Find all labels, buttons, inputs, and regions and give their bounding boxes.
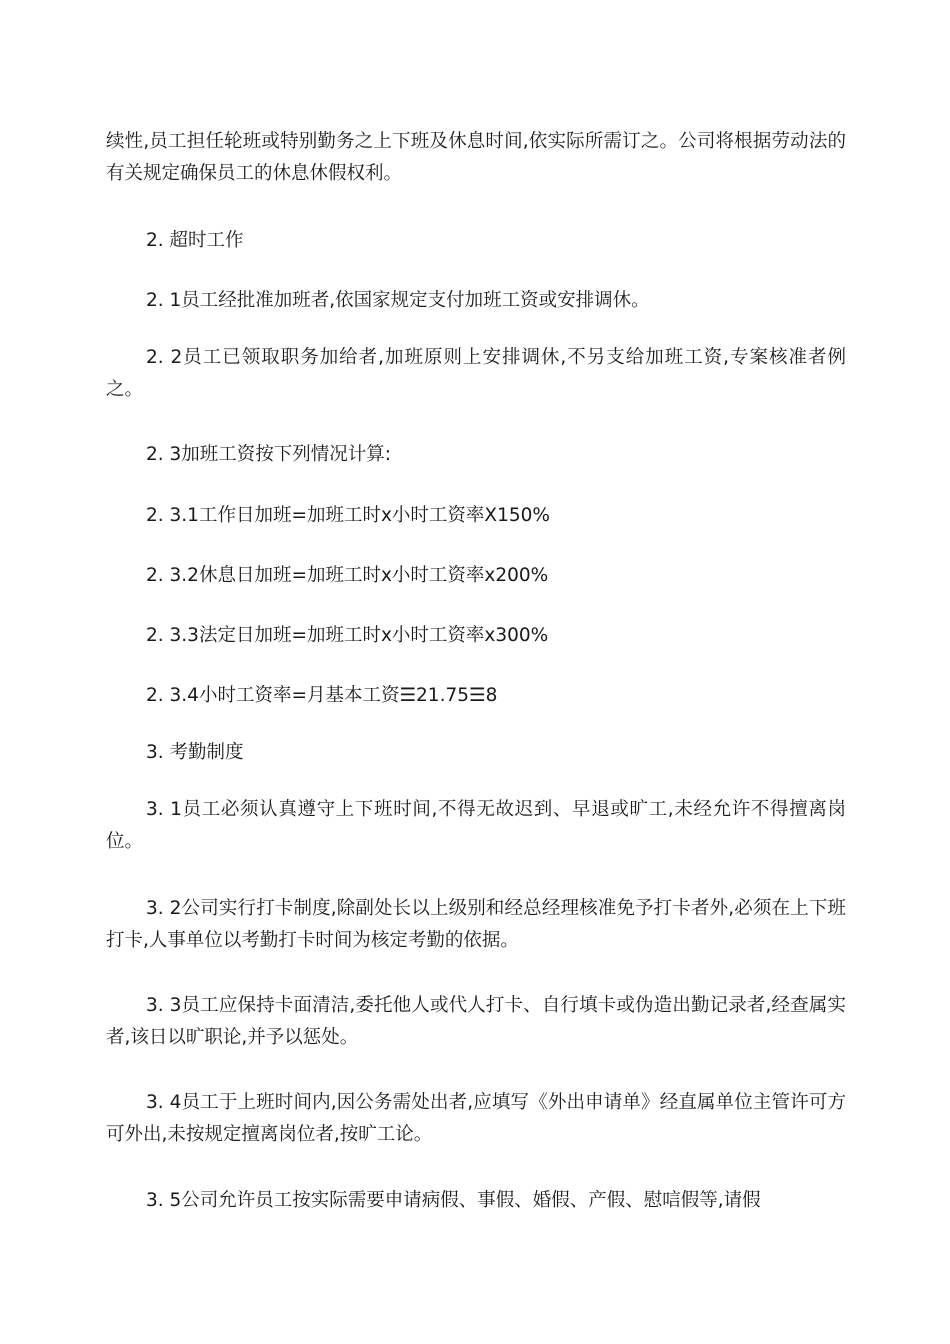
clause-2-3-2: 2. 3.2休息日加班=加班工时x小时工资率x200% — [146, 565, 549, 586]
clause-2-3: 2. 3加班工资按下列情况计算: — [146, 444, 392, 465]
clause-2-3-4: 2. 3.4小时工资率=月基本工资☰21.75☰8 — [146, 685, 498, 706]
clause-3-1: 3. 1员工必须认真遵守上下班时间,不得无故迟到、早退或旷工,未经允许不得擅离岗位。 — [106, 799, 846, 852]
clause-2-1: 2. 1员工经批准加班者,依国家规定支付加班工资或安排调休。 — [146, 290, 650, 311]
clause-2-3-3: 2. 3.3法定日加班=加班工时x小时工资率x300% — [146, 625, 549, 646]
section-heading-attendance: 3. 考勤制度 — [146, 742, 244, 763]
section-heading-overtime: 2. 超时工作 — [146, 230, 244, 251]
clause-3-3: 3. 3员工应保持卡面清洁,委托他人或代人打卡、自行填卡或伪造出勤记录者,经查属实者,该日以旷职论,并予以惩处。 — [106, 995, 846, 1048]
clause-3-4: 3. 4员工于上班时间内,因公务需处出者,应填写《外出申请单》经直属单位主管许可方可外出,未按规定擅离岗位者,按旷工论。 — [106, 1092, 846, 1145]
clause-2-3-1: 2. 3.1工作日加班=加班工时x小时工资率X150% — [146, 505, 550, 526]
clause-3-5: 3. 5公司允许员工按实际需要申请病假、事假、婚假、产假、慰唁假等,请假 — [146, 1190, 761, 1211]
clause-3-2: 3. 2公司实行打卡制度,除副处长以上级别和经总经理核准免予打卡者外,必须在上下班打卡,人事单位以考勤打卡时间为核定考勤的依据。 — [106, 898, 846, 951]
clause-2-2: 2. 2员工已领取职务加给者,加班原则上安排调休,不另支给加班工资,专案核准者例之。 — [106, 347, 846, 400]
continuation-paragraph: 续性,员工担任轮班或特别勤务之上下班及休息时间,依实际所需订之。公司将根据劳动法的有关规定确保员工的休息休假权利。 — [106, 131, 846, 184]
